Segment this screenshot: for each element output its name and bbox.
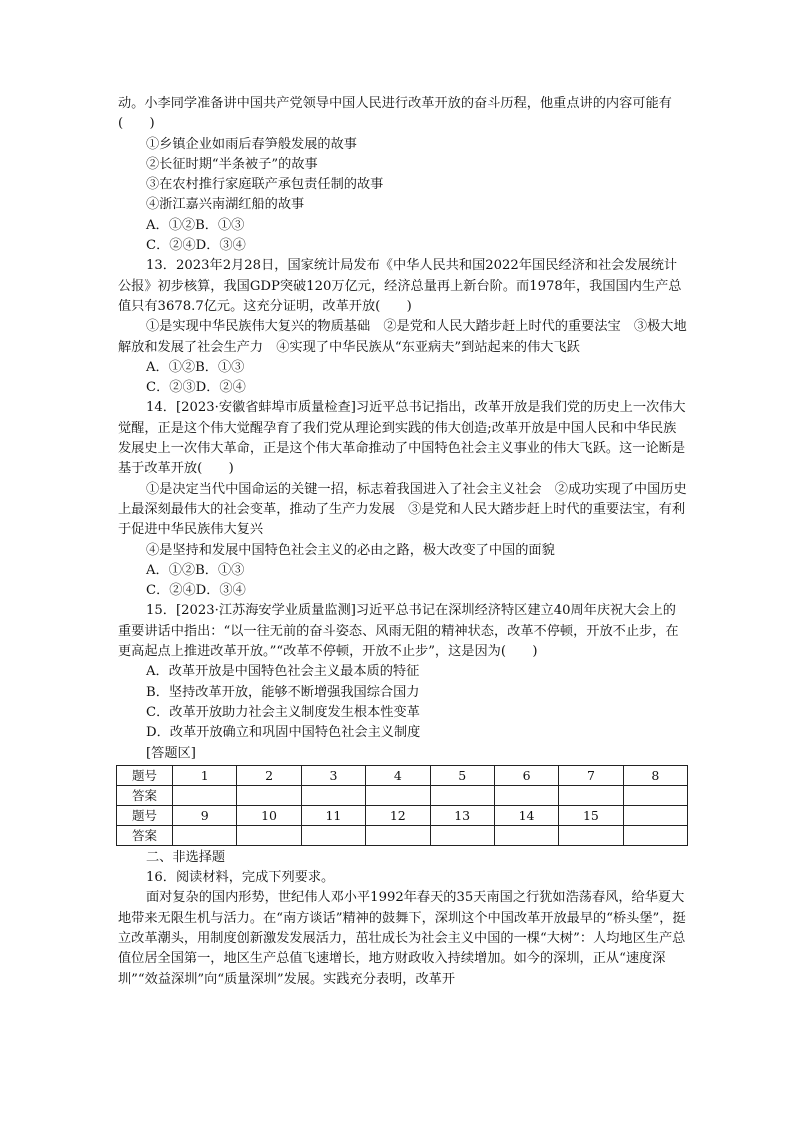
- question-number-cell: 5: [430, 765, 494, 785]
- q14-options-cd: C．②④D．③④: [146, 583, 246, 599]
- answer-cell[interactable]: [366, 825, 430, 845]
- section-heading: 二、非选择题: [146, 849, 226, 865]
- question-number-cell: 7: [559, 765, 623, 785]
- question-number-cell: 14: [494, 805, 558, 825]
- q14-stem: 14．[2023·安徽省蚌埠市质量检查]习近平总书记指出，改革开放是我们党的历史上一次伟大觉醒，正是这个伟大觉醒孕育了我们党从理论到实践的伟大创造;改革开放是中国人民和中华民族发展史上一次伟大革命，正是这个伟大革命推动了中国特色社会主义事业的伟大飞跃。这一论断是基于改革开放( ): [118, 400, 686, 477]
- label-question-number: 题号: [117, 765, 173, 785]
- q13-options-cd: C．②③D．②④: [146, 380, 246, 396]
- table-row: [117, 805, 688, 825]
- table-row: [117, 785, 688, 805]
- q15-option-b: B．坚持改革开放，能够不断增强我国综合国力: [146, 684, 420, 700]
- q14-items-2: ④是坚持和发展中国特色社会主义的必由之路，极大改变了中国的面貌: [146, 542, 555, 558]
- answer-cell[interactable]: [494, 785, 558, 805]
- answer-cell[interactable]: [623, 785, 687, 805]
- question-number-cell: 6: [494, 765, 558, 785]
- answer-cell[interactable]: [237, 785, 301, 805]
- document-page: [118, 94, 688, 990]
- question-number-cell: 9: [173, 805, 237, 825]
- question-number-cell: 1: [173, 765, 237, 785]
- answer-table: [116, 765, 688, 846]
- q16-stem: 16．阅读材料，完成下列要求。: [146, 870, 335, 886]
- question-number-cell: 15: [559, 805, 623, 825]
- answer-cell[interactable]: [494, 825, 558, 845]
- table-row: [117, 825, 688, 845]
- q14-items-1: ①是决定当代中国命运的关键一招，标志着我国进入了社会主义社会 ②成功实现了中国历史上最深刻最伟大的社会变革，推动了生产力发展 ③是党和人民大踏步赶上时代的重要法宝，有利于促进中华民族伟大复兴: [118, 481, 687, 538]
- answer-cell[interactable]: [301, 785, 365, 805]
- answer-cell[interactable]: [430, 785, 494, 805]
- q12-item-3: ③在农村推行家庭联产承包责任制的故事: [146, 177, 384, 193]
- answer-cell[interactable]: [623, 825, 687, 845]
- question-number-cell: 11: [301, 805, 365, 825]
- q13-options-ab: A．①②B．①③: [146, 359, 245, 375]
- q15-option-c: C．改革开放助力社会主义制度发生根本性变革: [146, 704, 420, 720]
- q12-stem: 动。小李同学准备讲中国共产党领导中国人民进行改革开放的奋斗历程，他重点讲的内容可能有( ): [118, 96, 672, 132]
- q13-stem: 13．2023年2月28日，国家统计局发布《中华人民共和国2022年国民经济和社会发展统计公报》初步核算，我国GDP突破120万亿元，经济总量再上新台阶。而1978年，我国国内生产总值只有3678.7亿元。这充分证明，改革开放( ): [118, 258, 682, 314]
- answer-cell[interactable]: [173, 825, 237, 845]
- q12-item-4: ④浙江嘉兴南湖红船的故事: [146, 197, 305, 213]
- question-number-cell: 12: [366, 805, 430, 825]
- answer-cell[interactable]: [301, 825, 365, 845]
- table-row: [117, 765, 688, 785]
- q15-option-d: D．改革开放确立和巩固中国特色社会主义制度: [146, 725, 421, 741]
- q15-stem: 15．[2023·江苏海安学业质量监测]习近平总书记在深圳经济特区建立40周年庆祝大会上的重要讲话中指出：“以一往无前的奋斗姿态、风雨无阻的精神状态，改革不停顿，开放不止步，在更高起点上推进改革开放。”“改革不停顿，开放不止步”，这是因为( ): [118, 603, 679, 660]
- q12-options-ab: A．①②B．①③: [146, 217, 245, 233]
- answer-area-title: [答题区]: [146, 745, 196, 761]
- question-number-cell: 2: [237, 765, 301, 785]
- question-number-cell: 10: [237, 805, 301, 825]
- label-question-number: 题号: [117, 805, 173, 825]
- q13-items: ①是实现中华民族伟大复兴的物质基础 ②是党和人民大踏步赶上时代的重要法宝 ③极大地解放和发展了社会生产力 ④实现了中华民族从“东亚病夫”到站起来的伟大飞跃: [118, 319, 687, 355]
- q12-item-2: ②长征时期“半条被子”的故事: [146, 156, 318, 172]
- answer-cell[interactable]: [366, 785, 430, 805]
- question-number-cell: 13: [430, 805, 494, 825]
- question-number-cell: 4: [366, 765, 430, 785]
- question-number-cell: [623, 805, 687, 825]
- answer-cell[interactable]: [559, 785, 623, 805]
- answer-cell[interactable]: [430, 825, 494, 845]
- q15-option-a: A．改革开放是中国特色社会主义最本质的特征: [146, 664, 420, 680]
- answer-cell[interactable]: [559, 825, 623, 845]
- q16-material: 面对复杂的国内形势，世纪伟人邓小平1992年春天的35天南国之行犹如浩荡春风，给华夏大地带来无限生机与活力。在“南方谈话”精神的鼓舞下，深圳这个中国改革开放最早的“桥头堡”，挺立改革潮头，用制度创新激发发展活力，茁壮成长为社会主义中国的一棵“大树”：人均地区生产总值位居全国第一，地区生产总值飞速增长，地方财政收入持续增加。如今的深圳，正从“速度深圳”“效益深圳”向“质量深圳”发展。实践充分表明，改革开: [118, 890, 686, 987]
- answer-cell[interactable]: [173, 785, 237, 805]
- q12-options-cd: C．②④D．③④: [146, 238, 246, 254]
- question-number-cell: 8: [623, 765, 687, 785]
- question-number-cell: 3: [301, 765, 365, 785]
- q14-options-ab: A．①②B．①③: [146, 562, 245, 578]
- label-answer: 答案: [117, 785, 173, 805]
- q12-item-1: ①乡镇企业如雨后春笋般发展的故事: [146, 136, 357, 152]
- label-answer: 答案: [117, 825, 173, 845]
- answer-cell[interactable]: [237, 825, 301, 845]
